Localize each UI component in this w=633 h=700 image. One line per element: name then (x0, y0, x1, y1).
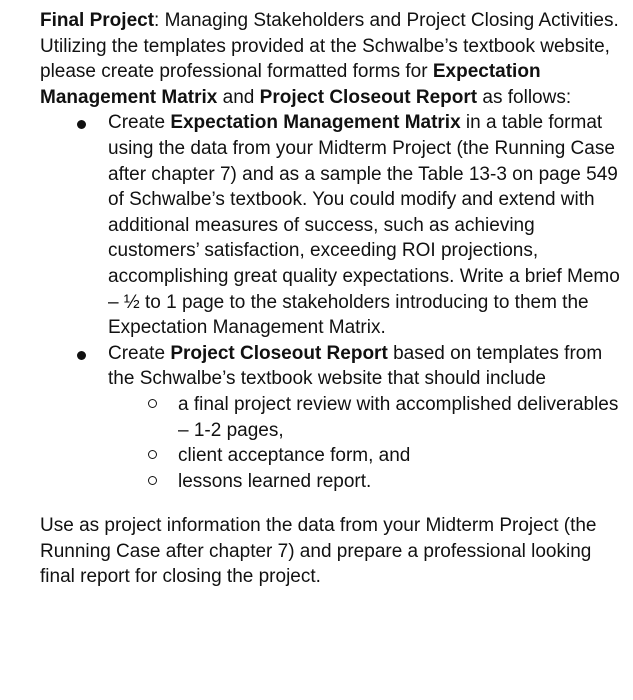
subitem-final-review (178, 392, 620, 443)
intro-bold-1: Expectation Management Matrix (40, 61, 541, 108)
bullet-circle-icon (148, 399, 157, 408)
task-item-expectation-matrix (108, 110, 620, 340)
task-list (40, 110, 620, 494)
task-text-post: based on templates from the Schwalbe’s textbook website that should include (108, 342, 603, 390)
task-text-post: in a table format using the data from your Midterm Project (the Running Case after chapter 7) and as a sample the Table 13-3 on page 549 of Schwalbe’s textbook. You could modify and extend with additional measures of success, such as achieving customers’ satisfaction, exceeding ROI projections, accomplishing great quality expectations. Write a brief Memo – ½ to 1 page to the stakeholders introducing to them the Expectation Management Matrix. (108, 112, 620, 339)
subitem-acceptance-form (178, 443, 620, 469)
subitem-text: lessons learned report. (178, 470, 372, 492)
intro-text-1: Utilizing the templates provided at the Schwalbe’s textbook website, please create professional formatted forms for (40, 35, 610, 83)
bullet-circle-icon (148, 450, 157, 459)
assignment-document (40, 8, 620, 590)
subitem-text: client acceptance form, and (178, 445, 411, 467)
task-text-bold: Project Closeout Report (170, 342, 388, 364)
closing-paragraph: Use as project information the data from your Midterm Project (the Running Case after chapter 7) and prepare a professional looking final report for closing the project. (40, 515, 597, 588)
subitem-text: a final project review with accomplished deliverables – 1-2 pages, (178, 393, 619, 441)
assignment-title (40, 8, 620, 34)
intro-text-2: and (217, 86, 260, 108)
bullet-circle-icon (148, 476, 157, 485)
task-item-closeout-report (108, 341, 620, 495)
task-text-pre: Create (108, 342, 171, 364)
bullet-dot-icon (77, 120, 86, 129)
subitem-lessons-learned (178, 469, 620, 495)
intro-paragraph (40, 34, 620, 111)
bullet-dot-icon (77, 351, 86, 360)
intro-text-3: as follows: (477, 86, 572, 108)
title-rest: : Managing Stakeholders and Project Closing Activities. (154, 10, 619, 31)
task-text-pre: Create (108, 112, 171, 134)
closeout-subitems (108, 392, 620, 494)
intro-bold-2: Project Closeout Report (259, 86, 478, 108)
task-text-bold: Expectation Management Matrix (170, 112, 461, 134)
title-bold: Final Project (40, 10, 155, 31)
